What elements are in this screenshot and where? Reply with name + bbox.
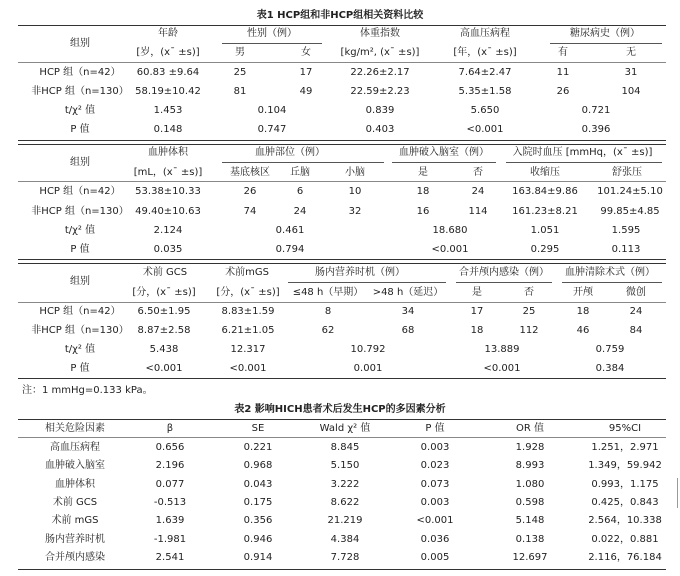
b2-p-label: P 值 bbox=[70, 244, 90, 255]
rule-head-2 bbox=[18, 181, 666, 182]
b1-r1-htn: 7.64±2.47 bbox=[458, 67, 512, 78]
t2-row-6-beta: -1.981 bbox=[153, 533, 187, 545]
rule-top-1 bbox=[18, 25, 666, 26]
t2-row-7-p: 0.005 bbox=[420, 551, 450, 563]
b2-r1-ivh-yes: 18 bbox=[416, 186, 430, 197]
b2-r1-sbp: 163.84±9.86 bbox=[512, 186, 578, 197]
b2-r2-basal: 74 bbox=[243, 206, 257, 217]
t2-row-3-beta: 0.077 bbox=[155, 478, 185, 490]
b1-stat-age: 1.453 bbox=[153, 105, 183, 116]
header-gcs: 术前 GCS bbox=[142, 267, 188, 278]
b1-r2-age: 58.19±10.42 bbox=[135, 86, 201, 97]
rule-bottom-2 bbox=[18, 259, 666, 260]
b2-r2-thal: 24 bbox=[293, 206, 307, 217]
b3-r2-inf-yes: 18 bbox=[470, 325, 484, 336]
b1-r2-dm-yes: 26 bbox=[556, 86, 570, 97]
ivh-underline bbox=[392, 162, 496, 163]
b2-r2-ivh-no: 114 bbox=[468, 206, 488, 217]
b3-p-inf: <0.001 bbox=[483, 363, 521, 374]
header-mini: 微创 bbox=[626, 287, 646, 298]
t2-row-6-factor: 肠内营养时机 bbox=[45, 533, 105, 545]
b3-r1-gcs: 6.50±1.95 bbox=[137, 306, 191, 317]
b3-stat-inf: 13.889 bbox=[484, 344, 520, 355]
b1-r2-female: 49 bbox=[299, 86, 313, 97]
b1-r1-group: HCP 组（n=42） bbox=[39, 67, 121, 78]
t2-row-7-factor: 合并颅内感染 bbox=[45, 551, 105, 563]
b1-r1-bmi: 22.26±2.17 bbox=[350, 67, 410, 78]
site-underline bbox=[222, 162, 384, 163]
header-bmi-unit: [kg/m², (x¯ ±s)] bbox=[340, 47, 420, 58]
b2-r1-ivh-no: 24 bbox=[471, 186, 485, 197]
table2-title: 表2 影响HICH患者术后发生HCP的多因素分析 bbox=[234, 404, 446, 415]
header-ivh: 血肿破入脑室（例） bbox=[399, 147, 489, 158]
b2-stat-label: t/χ² 值 bbox=[64, 225, 96, 236]
b1-p-age: 0.148 bbox=[153, 124, 183, 135]
header-thalamus: 丘脑 bbox=[290, 167, 310, 178]
b2-r2-dbp: 99.85±4.85 bbox=[600, 206, 660, 217]
rule-top-2 bbox=[18, 144, 666, 145]
t2-row-3-wald: 3.222 bbox=[330, 478, 360, 490]
b2-stat-sbp: 1.051 bbox=[530, 225, 560, 236]
b3-r1-late: 34 bbox=[401, 306, 415, 317]
b3-p-label: P 值 bbox=[70, 363, 90, 374]
t2-header-se: SE bbox=[251, 423, 265, 434]
b2-r1-basal: 26 bbox=[243, 186, 257, 197]
header-sbp: 收缩压 bbox=[530, 167, 560, 178]
b2-p-sbp: 0.295 bbox=[530, 244, 560, 255]
b3-p-clear: 0.384 bbox=[595, 363, 625, 374]
header-volume-unit: [mL，(x¯ ±s)] bbox=[133, 167, 203, 178]
header-bp: 入院时血压 [mmHq，(x¯ ±s)] bbox=[512, 147, 653, 158]
t2-row-3-or: 1.080 bbox=[515, 478, 545, 490]
header-site: 血肿部位（例） bbox=[255, 147, 325, 158]
t2-row-2-factor: 血肿破入脑室 bbox=[45, 460, 105, 472]
b2-stat-ivh: 18.680 bbox=[432, 225, 468, 236]
b2-stat-vol: 2.124 bbox=[153, 225, 183, 236]
header-inf-no: 否 bbox=[524, 287, 534, 298]
t2-row-5-ci: 2.564，10.338 bbox=[588, 515, 662, 527]
b3-r2-group: 非HCP 组（n=130） bbox=[31, 325, 129, 336]
t2-row-2-or: 8.993 bbox=[515, 460, 545, 472]
b2-r2-vol: 49.40±10.63 bbox=[135, 206, 201, 217]
header-dm: 糖尿病史（例） bbox=[570, 28, 640, 39]
b1-p-sex: 0.747 bbox=[257, 124, 287, 135]
t2-row-6-p: 0.036 bbox=[420, 533, 450, 545]
t2-row-1-wald: 8.845 bbox=[330, 442, 360, 453]
t2-row-1-or: 1.928 bbox=[515, 442, 545, 453]
b2-stat-dbp: 1.595 bbox=[611, 225, 641, 236]
b3-p-en: 0.001 bbox=[353, 363, 383, 374]
b3-stat-label: t/χ² 值 bbox=[64, 344, 96, 355]
b2-r1-group: HCP 组（n=42） bbox=[39, 186, 121, 197]
b3-stat-gcs: 5.438 bbox=[149, 344, 179, 355]
t2-row-5-se: 0.356 bbox=[243, 515, 273, 527]
t2-row-7-ci: 2.116，76.184 bbox=[588, 551, 662, 563]
group-label-3: 组别 bbox=[70, 276, 90, 287]
en-underline bbox=[288, 282, 446, 283]
header-htn-unit: [年，(x¯ ±s)] bbox=[453, 47, 517, 58]
b3-r1-mini: 24 bbox=[629, 306, 643, 317]
b1-r2-dm-no: 104 bbox=[621, 86, 641, 97]
header-en-late: >48 h（延迟） bbox=[372, 287, 444, 298]
b1-stat-htn: 5.650 bbox=[470, 105, 500, 116]
header-age-unit: [岁，(x¯ ±s)] bbox=[136, 47, 200, 58]
bp-underline bbox=[506, 162, 662, 163]
t2-row-1-se: 0.221 bbox=[243, 442, 273, 453]
rule-bottom-1 bbox=[18, 140, 666, 141]
rule-head-3 bbox=[18, 302, 666, 303]
page-edge-marker bbox=[677, 478, 678, 508]
b3-r2-mgs: 6.21±1.05 bbox=[221, 325, 275, 336]
rule-top-3 bbox=[18, 263, 666, 264]
header-en: 肠内营养时机（例） bbox=[315, 267, 405, 278]
b2-r1-dbp: 101.24±5.10 bbox=[597, 186, 663, 197]
t2-row-6-or: 0.138 bbox=[515, 533, 545, 545]
b1-r2-group: 非HCP 组（n=130） bbox=[31, 86, 129, 97]
b3-stat-en: 10.792 bbox=[350, 344, 386, 355]
b1-r1-dm-no: 31 bbox=[624, 67, 638, 78]
header-ivh-yes: 是 bbox=[418, 167, 428, 178]
t2-row-5-or: 5.148 bbox=[515, 515, 545, 527]
header-en-early: ≤48 h（早期） bbox=[292, 287, 364, 298]
b2-p-ivh: <0.001 bbox=[431, 244, 469, 255]
t2-row-3-ci: 0.993，1.175 bbox=[591, 478, 659, 490]
t2-row-4-factor: 术前 GCS bbox=[52, 496, 98, 508]
t2-row-2-se: 0.968 bbox=[243, 460, 273, 472]
b2-r1-vol: 53.38±10.33 bbox=[135, 186, 201, 197]
group-label-2: 组别 bbox=[70, 157, 90, 168]
header-dm-yes: 有 bbox=[558, 47, 568, 58]
b1-r1-female: 17 bbox=[299, 67, 313, 78]
t2-row-4-wald: 8.622 bbox=[330, 496, 360, 508]
header-sex: 性别（例） bbox=[247, 28, 297, 39]
t2-row-5-wald: 21.219 bbox=[327, 515, 363, 527]
header-infection: 合并颅内感染（例） bbox=[459, 267, 549, 278]
t2-row-6-se: 0.946 bbox=[243, 533, 273, 545]
b1-p-htn: <0.001 bbox=[466, 124, 504, 135]
t2-header-or: OR 值 bbox=[516, 423, 544, 434]
t2-row-7-se: 0.914 bbox=[243, 551, 273, 563]
t2-row-6-ci: 0.022，0.881 bbox=[591, 533, 659, 545]
header-ivh-no: 否 bbox=[473, 167, 483, 178]
header-clearance: 血肿清除术式（例） bbox=[565, 267, 655, 278]
header-volume: 血肿体积 bbox=[148, 147, 188, 158]
t2-row-3-factor: 血肿体积 bbox=[55, 478, 95, 490]
b1-stat-sex: 0.104 bbox=[257, 105, 287, 116]
b3-p-gcs: <0.001 bbox=[145, 363, 183, 374]
b2-r1-cereb: 10 bbox=[348, 186, 362, 197]
b3-r2-late: 68 bbox=[401, 325, 415, 336]
b1-r2-bmi: 22.59±2.23 bbox=[350, 86, 410, 97]
sex-underline bbox=[222, 43, 322, 44]
b1-stat-dm: 0.721 bbox=[581, 105, 611, 116]
clearance-underline bbox=[562, 282, 662, 283]
b1-r1-dm-yes: 11 bbox=[556, 67, 570, 78]
header-mgs: 术前mGS bbox=[225, 267, 269, 278]
table1-note: 注：1 mmHg=0.133 kPa。 bbox=[22, 385, 153, 396]
t2-row-1-factor: 高血压病程 bbox=[50, 442, 100, 453]
header-open: 开颅 bbox=[573, 287, 593, 298]
t2-row-5-factor: 术前 mGS bbox=[51, 515, 99, 527]
b3-r2-inf-no: 112 bbox=[519, 325, 539, 336]
header-age: 年龄 bbox=[158, 28, 178, 39]
t2-header-factor: 相关危险因素 bbox=[45, 423, 105, 434]
t2-row-2-beta: 2.196 bbox=[155, 460, 185, 472]
b2-r1-thal: 6 bbox=[296, 186, 304, 197]
group-label-1: 组别 bbox=[70, 38, 90, 49]
t2-header-ci: 95%CI bbox=[608, 423, 642, 434]
t2-row-5-beta: 1.639 bbox=[155, 515, 185, 527]
b1-p-dm: 0.396 bbox=[581, 124, 611, 135]
b3-r2-early: 62 bbox=[321, 325, 335, 336]
b3-stat-mgs: 12.317 bbox=[230, 344, 266, 355]
b1-stat-label: t/χ² 值 bbox=[64, 105, 96, 116]
t2-row-2-ci: 1.349，59.942 bbox=[588, 460, 662, 472]
table1-title: 表1 HCP组和非HCP组相关资料比较 bbox=[256, 10, 424, 21]
b2-p-dbp: 0.113 bbox=[611, 244, 641, 255]
t2-header-beta: β bbox=[166, 423, 174, 434]
b3-r2-open: 46 bbox=[576, 325, 590, 336]
t2-row-3-p: 0.073 bbox=[420, 478, 450, 490]
b1-r1-male: 25 bbox=[233, 67, 247, 78]
infection-underline bbox=[456, 282, 552, 283]
b3-r2-gcs: 8.87±2.58 bbox=[137, 325, 191, 336]
header-htn: 高血压病程 bbox=[460, 28, 510, 39]
header-male: 男 bbox=[235, 47, 245, 58]
b1-stat-bmi: 0.839 bbox=[365, 105, 395, 116]
t2-row-7-or: 12.697 bbox=[512, 551, 548, 563]
t2-rule-top bbox=[18, 419, 666, 420]
b1-r1-age: 60.83 ±9.64 bbox=[136, 67, 200, 78]
rule-bottom-3 bbox=[18, 378, 666, 379]
header-gcs-unit: [分，(x¯ ±s)] bbox=[132, 287, 196, 298]
b1-p-label: P 值 bbox=[70, 124, 90, 135]
b3-r1-inf-yes: 17 bbox=[470, 306, 484, 317]
b3-r2-mini: 84 bbox=[629, 325, 643, 336]
header-bmi: 体重指数 bbox=[360, 28, 400, 39]
b3-p-mgs: <0.001 bbox=[229, 363, 267, 374]
header-dbp: 舒张压 bbox=[612, 167, 642, 178]
t2-row-2-p: 0.023 bbox=[420, 460, 450, 472]
t2-row-4-or: 0.598 bbox=[515, 496, 545, 508]
b2-stat-site: 0.461 bbox=[275, 225, 305, 236]
t2-row-1-beta: 0.656 bbox=[155, 442, 185, 453]
t2-row-6-wald: 4.384 bbox=[330, 533, 360, 545]
t2-row-4-p: 0.003 bbox=[420, 496, 450, 508]
b1-r2-male: 81 bbox=[233, 86, 247, 97]
t2-row-7-wald: 7.728 bbox=[330, 551, 360, 563]
t2-rule-head bbox=[18, 437, 666, 438]
b2-r2-cereb: 32 bbox=[348, 206, 362, 217]
t2-row-4-ci: 0.425，0.843 bbox=[591, 496, 659, 508]
b1-p-bmi: 0.403 bbox=[365, 124, 395, 135]
dm-underline bbox=[550, 43, 662, 44]
b3-r1-early: 8 bbox=[324, 306, 332, 317]
header-dm-no: 无 bbox=[626, 47, 636, 58]
t2-header-p: P 值 bbox=[425, 423, 445, 434]
t2-row-1-p: 0.003 bbox=[420, 442, 450, 453]
b2-p-site: 0.794 bbox=[275, 244, 305, 255]
rule-head-1 bbox=[18, 62, 666, 63]
b2-r2-group: 非HCP 组（n=130） bbox=[31, 206, 129, 217]
b1-r2-htn: 5.35±1.58 bbox=[458, 86, 512, 97]
t2-row-1-ci: 1.251，2.971 bbox=[591, 442, 659, 453]
b3-stat-clear: 0.759 bbox=[595, 344, 625, 355]
b3-r1-mgs: 8.83±1.59 bbox=[221, 306, 275, 317]
b2-p-vol: 0.035 bbox=[153, 244, 183, 255]
t2-row-2-wald: 5.150 bbox=[330, 460, 360, 472]
t2-row-4-se: 0.175 bbox=[243, 496, 273, 508]
header-basal: 基底核区 bbox=[230, 167, 270, 178]
header-inf-yes: 是 bbox=[472, 287, 482, 298]
t2-header-wald: Wald χ² 值 bbox=[319, 423, 371, 434]
b2-r2-ivh-yes: 16 bbox=[416, 206, 430, 217]
t2-rule-bottom bbox=[18, 569, 666, 570]
t2-row-3-se: 0.043 bbox=[243, 478, 273, 490]
header-female: 女 bbox=[301, 47, 311, 58]
t2-row-5-p: <0.001 bbox=[416, 515, 454, 527]
b2-r2-sbp: 161.23±8.21 bbox=[512, 206, 578, 217]
header-cerebellum: 小脑 bbox=[345, 167, 365, 178]
t2-row-7-beta: 2.541 bbox=[155, 551, 185, 563]
header-mgs-unit: [分，(x¯ ±s)] bbox=[216, 287, 280, 298]
t2-row-4-beta: -0.513 bbox=[153, 496, 187, 508]
b3-r1-group: HCP 组（n=42） bbox=[39, 306, 121, 317]
b3-r1-open: 18 bbox=[576, 306, 590, 317]
b3-r1-inf-no: 25 bbox=[522, 306, 536, 317]
